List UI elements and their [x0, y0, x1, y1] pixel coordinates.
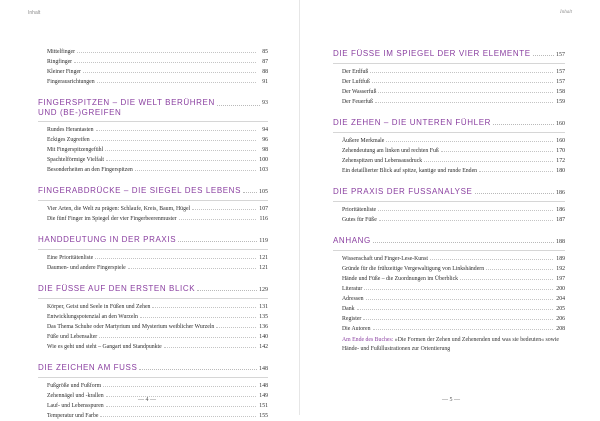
toc-item-page: 180 — [556, 168, 565, 174]
dot-leader — [164, 347, 256, 348]
dot-leader — [77, 52, 256, 53]
section-title-text: FINGERSPITZEN – DIE WELT BERÜHREN UND (BE-)GREIFEN — [38, 98, 215, 117]
toc-item[interactable] — [38, 263, 268, 273]
toc-item-page: 98 — [262, 147, 268, 153]
dot-leader — [479, 171, 553, 172]
toc-item-label: Ringfinger — [47, 59, 73, 65]
toc-item-page: 151 — [259, 403, 268, 409]
running-header-left: Inhalt — [28, 10, 41, 16]
toc-item-label: Rundes Herantasten — [47, 127, 94, 133]
dot-leader — [95, 258, 256, 259]
toc-item-label: Entwicklungspotenzial an den Wurzeln — [47, 314, 138, 320]
toc-item-page: 187 — [556, 217, 565, 223]
section-title-text: ANHANG — [333, 236, 371, 245]
toc-item-label: Körper, Geist und Seele in Füßen und Zehen — [47, 304, 151, 310]
toc-item[interactable] — [333, 314, 565, 324]
dot-leader — [178, 241, 257, 242]
toc-right — [333, 49, 565, 354]
toc-item-label: Adressen — [342, 296, 364, 302]
section-title[interactable] — [38, 98, 268, 118]
dot-leader — [364, 289, 553, 290]
toc-item-label: Zehendeutung am linken und rechten Fuß — [342, 148, 439, 154]
toc-item[interactable] — [333, 304, 565, 314]
toc-item-page: 186 — [556, 207, 565, 213]
toc-section — [333, 49, 565, 107]
toc-section — [38, 363, 268, 421]
toc-item[interactable] — [333, 274, 565, 284]
toc-item[interactable] — [38, 57, 268, 67]
toc-item-label: Der Erdfuß — [342, 69, 369, 75]
toc-item-page: 91 — [262, 79, 268, 85]
dot-leader — [74, 62, 256, 63]
section-page: 160 — [556, 121, 565, 127]
toc-item-label: Der Wasserfuß — [342, 89, 377, 95]
toc-item-page: 149 — [259, 393, 268, 399]
toc-item-label: Äußere Merkmale — [342, 138, 385, 144]
dot-leader — [106, 396, 256, 397]
toc-item-label: Vier Arten, die Welt zu prägen: Schlaufe, Kreis, Baum, Hügel — [47, 206, 191, 212]
toc-item[interactable] — [333, 77, 565, 87]
toc-item-page: 96 — [262, 137, 268, 143]
section-page: 188 — [556, 239, 565, 245]
toc-item-label: Kleiner Finger — [47, 69, 81, 75]
end-of-book-note — [333, 336, 565, 354]
toc-item-page: 158 — [556, 89, 565, 95]
right-page — [300, 0, 600, 415]
toc-item-page: 157 — [556, 69, 565, 75]
toc-item-page: 159 — [556, 99, 565, 105]
section-title[interactable] — [38, 284, 268, 295]
toc-item-page: 204 — [556, 296, 565, 302]
toc-item[interactable] — [38, 381, 268, 391]
section-title-text: DIE ZEHEN – DIE UNTEREN FÜHLER — [333, 118, 492, 127]
toc-item-page: 208 — [556, 326, 565, 332]
toc-item[interactable] — [333, 67, 565, 77]
dot-leader — [424, 161, 553, 162]
dot-leader — [96, 130, 256, 131]
toc-item-label: Mittelfinger — [47, 49, 76, 55]
left-page — [0, 0, 300, 419]
dot-leader — [140, 317, 256, 318]
dot-leader — [179, 219, 256, 220]
toc-item-page: 100 — [259, 157, 268, 163]
toc-item[interactable] — [38, 145, 268, 155]
dot-leader — [83, 72, 256, 73]
section-title[interactable] — [333, 187, 565, 198]
section-title[interactable] — [38, 235, 268, 246]
toc-item[interactable] — [38, 332, 268, 342]
section-title-text: DIE PRAXIS DER FUSSANALYSE — [333, 187, 473, 196]
dot-leader — [430, 259, 553, 260]
section-items — [38, 298, 268, 352]
toc-item[interactable] — [38, 67, 268, 77]
toc-item-page: 85 — [262, 49, 268, 55]
toc-item-label: Wie es geht und steht – Gangart und Standpunkte — [47, 344, 162, 350]
toc-item-label: Ein detaillierter Blick auf spitze, kantige und runde Enden — [342, 168, 478, 174]
toc-item-label: Die fünf Finger im Spiegel der vier Fingerbeerenmuster — [47, 216, 177, 222]
toc-item[interactable] — [333, 146, 565, 156]
toc-item-page: 197 — [556, 276, 565, 282]
dot-leader — [128, 268, 256, 269]
dot-leader — [378, 210, 553, 211]
dot-leader — [370, 72, 553, 73]
page-number-right: — 5 — — [442, 397, 460, 403]
toc-item[interactable] — [38, 125, 268, 135]
dot-leader — [97, 82, 256, 83]
dot-leader — [243, 192, 257, 193]
dot-leader — [373, 242, 554, 243]
toc-item[interactable] — [333, 136, 565, 146]
toc-section — [333, 187, 565, 225]
page-number-left: — 4 — — [138, 397, 156, 403]
toc-item-label: Das Thema Schuhe oder Martyrium und Mysterium weiblicher Wurzeln — [47, 324, 215, 330]
dot-leader — [460, 279, 553, 280]
dot-leader — [92, 140, 256, 141]
toc-item[interactable] — [333, 166, 565, 176]
toc-item-page: 116 — [259, 216, 268, 222]
section-title[interactable] — [38, 186, 268, 197]
toc-item-page: 189 — [556, 256, 565, 262]
section-page: 186 — [556, 190, 565, 196]
toc-item-label: Register — [342, 316, 362, 322]
toc-item-page: 170 — [556, 148, 565, 154]
toc-left — [38, 47, 268, 421]
section-items — [38, 121, 268, 175]
toc-item-page: 136 — [259, 324, 268, 330]
toc-item[interactable] — [38, 411, 268, 421]
toc-item[interactable] — [38, 312, 268, 322]
dot-leader — [486, 269, 553, 270]
dot-leader — [378, 92, 553, 93]
section-title[interactable] — [333, 49, 565, 60]
toc-item[interactable] — [333, 254, 565, 264]
note-text: »Die Formen der Zehen und Zehenenden und was sie bedeuten« sowie Hände- und Fußillustrationen zur Orientierung — [342, 337, 560, 352]
section-items — [333, 63, 565, 107]
toc-section — [333, 118, 565, 176]
dot-leader — [366, 299, 553, 300]
toc-item-label: Wissenschaft und Finger-Lese-Kunst — [342, 256, 428, 262]
toc-item-label: Gutes für Füße — [342, 217, 377, 223]
toc-item[interactable] — [38, 77, 268, 87]
dot-leader — [493, 124, 554, 125]
toc-item[interactable] — [38, 165, 268, 175]
section-items — [38, 200, 268, 224]
toc-item-page: 88 — [262, 69, 268, 75]
note-label: Am Ende des Buches: — [342, 337, 394, 343]
dot-leader — [106, 160, 256, 161]
toc-item-label: Der Feuerfuß — [342, 99, 374, 105]
dot-leader — [373, 329, 554, 330]
toc-section — [38, 284, 268, 352]
dot-leader — [375, 102, 553, 103]
dot-leader — [197, 290, 257, 291]
dot-leader — [192, 209, 256, 210]
toc-item-page: 107 — [259, 206, 268, 212]
toc-item-label: Zehenspitzen und Lebensausdruck — [342, 158, 423, 164]
toc-item-label: Fußgröße und Fußform — [47, 383, 102, 389]
toc-item-page: 205 — [556, 306, 565, 312]
toc-item[interactable] — [38, 204, 268, 214]
section-title-text: HANDDEUTUNG IN DER PRAXIS — [38, 235, 177, 244]
toc-item[interactable] — [38, 47, 268, 57]
dot-leader — [533, 55, 554, 56]
dot-leader — [475, 193, 555, 194]
section-title-text: DIE FÜSSE AUF DEN ERSTEN BLICK — [38, 284, 196, 293]
toc-item-label: Hände und Füße – die Zuordnungen im Überblick — [342, 276, 459, 282]
toc-item-page: 148 — [259, 383, 268, 389]
toc-item-label: Zehennägel und -krallen — [47, 393, 104, 399]
toc-item[interactable] — [333, 324, 565, 334]
dot-leader — [152, 307, 256, 308]
toc-item-label: Mit Fingerspitzengefühl — [47, 147, 104, 153]
dot-leader — [99, 337, 256, 338]
toc-item[interactable] — [333, 284, 565, 294]
toc-continued-items — [38, 47, 268, 87]
section-page: 129 — [259, 287, 268, 293]
toc-item-label: Füße und Lebensalter — [47, 334, 98, 340]
toc-section — [38, 98, 268, 175]
dot-leader — [216, 327, 256, 328]
toc-item-page: 155 — [259, 413, 268, 419]
toc-item[interactable] — [333, 205, 565, 215]
toc-item[interactable] — [38, 155, 268, 165]
dot-leader — [372, 82, 553, 83]
section-items — [333, 201, 565, 225]
dot-leader — [379, 220, 553, 221]
toc-item-label: Eckiges Zugreifen — [47, 137, 90, 143]
section-page: 93 — [262, 100, 268, 106]
dot-leader — [103, 386, 256, 387]
toc-item-label: Literatur — [342, 286, 363, 292]
dot-leader — [363, 319, 553, 320]
toc-item-page: 121 — [259, 265, 268, 271]
toc-item-page: 121 — [259, 255, 268, 261]
toc-item[interactable] — [333, 97, 565, 107]
toc-item-page: 200 — [556, 286, 565, 292]
toc-item-page: 135 — [259, 314, 268, 320]
section-title[interactable] — [333, 236, 565, 247]
section-title[interactable] — [38, 363, 268, 374]
dot-leader — [135, 170, 256, 171]
section-title-text: FINGERABDRÜCKE – DIE SIEGEL DES LEBENS — [38, 186, 241, 195]
toc-item-page: 140 — [259, 334, 268, 340]
section-page: 119 — [259, 238, 268, 244]
toc-item-label: Temperatur und Farbe — [47, 413, 99, 419]
toc-item[interactable] — [333, 294, 565, 304]
toc-item-label: Prioritätenliste — [342, 207, 377, 213]
toc-item-label: Fingerausrichtungen — [47, 79, 95, 85]
section-title-text: DIE ZEICHEN AM FUSS — [38, 363, 138, 372]
section-page: 148 — [259, 366, 268, 372]
toc-item-label: Die Autoren — [342, 326, 371, 332]
toc-section — [333, 236, 565, 334]
section-title-text: DIE FÜSSE IM SPIEGEL DER VIER ELEMENTE — [333, 49, 531, 58]
toc-item-label: Eine Prioritätenliste — [47, 255, 94, 261]
toc-item-page: 160 — [556, 138, 565, 144]
toc-item[interactable] — [38, 302, 268, 312]
toc-item-label: Der Luftfuß — [342, 79, 370, 85]
toc-item[interactable] — [38, 342, 268, 352]
toc-item[interactable] — [38, 322, 268, 332]
toc-item[interactable] — [38, 253, 268, 263]
toc-item[interactable] — [333, 87, 565, 97]
dot-leader — [386, 141, 553, 142]
dot-leader — [106, 406, 256, 407]
toc-item-page: 103 — [259, 167, 268, 173]
dot-leader — [105, 150, 256, 151]
toc-item-label: Besonderheiten an den Fingerspitzen — [47, 167, 133, 173]
toc-item-label: Dank — [342, 306, 355, 312]
dot-leader — [441, 151, 553, 152]
running-header-right: Inhalt — [560, 10, 572, 15]
dot-leader — [139, 369, 257, 370]
toc-item-page: 157 — [556, 79, 565, 85]
section-page: 157 — [556, 52, 565, 58]
section-title[interactable] — [333, 118, 565, 129]
toc-item[interactable] — [38, 135, 268, 145]
section-items — [333, 250, 565, 334]
section-items — [38, 249, 268, 273]
toc-item[interactable] — [38, 214, 268, 224]
toc-item-page: 142 — [259, 344, 268, 350]
toc-item[interactable] — [333, 156, 565, 166]
dot-leader — [217, 105, 260, 106]
dot-leader — [100, 416, 256, 417]
dot-leader — [357, 309, 553, 310]
toc-item-label: Spachtelförmige Vielfalt — [47, 157, 105, 163]
toc-item-page: 87 — [262, 59, 268, 65]
toc-item-label: Gründe für die frühzeitige Vergewaltigung von Linkshändern — [342, 266, 485, 272]
section-page: 105 — [259, 189, 268, 195]
toc-item[interactable] — [333, 215, 565, 225]
toc-item-label: Lauf- und Lebensspuren — [47, 403, 104, 409]
toc-item-label: Daumen- und andere Fingerspiele — [47, 265, 126, 271]
section-items — [333, 132, 565, 176]
toc-item[interactable] — [333, 264, 565, 274]
toc-item-page: 131 — [259, 304, 268, 310]
toc-section — [38, 186, 268, 224]
toc-item-page: 94 — [262, 127, 268, 133]
toc-item-page: 172 — [556, 158, 565, 164]
toc-section — [38, 235, 268, 273]
toc-item-page: 192 — [556, 266, 565, 272]
toc-item-page: 206 — [556, 316, 565, 322]
